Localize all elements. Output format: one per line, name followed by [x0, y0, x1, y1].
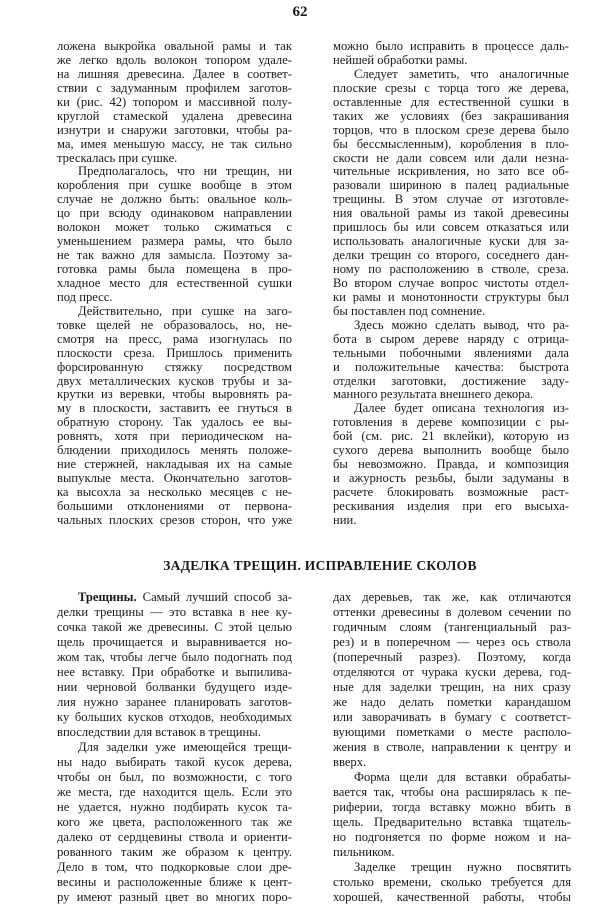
text-line: блюдении приходилось менять положе-	[57, 443, 292, 458]
text-line: плоские срезы с торца того же дерева,	[333, 80, 569, 95]
text-line: не так важно для замысла. Поэтому за-	[57, 248, 292, 263]
text-line: Далее будет описана технология из-	[354, 401, 569, 416]
text-line: пильником.	[333, 845, 395, 859]
text-line: далеко от сердцевины ствола и ориенти-	[57, 830, 292, 844]
section-heading: ЗАДЕЛКА ТРЕЩИН. ИСПРАВЛЕНИЕ СКОЛОВ	[163, 558, 477, 573]
text-line: годичным слоям (тангенциальный раз-	[333, 620, 571, 634]
text-line: рованного таким же образом к центру.	[57, 845, 292, 859]
text-line: коробления при сушке вообще в этом	[57, 178, 292, 193]
text-line: чительные искривления, но зато все об-	[333, 164, 569, 179]
text-line: столько времени, сколько требуется для	[333, 875, 571, 889]
text-line: нейшей обработки рамы.	[333, 52, 468, 67]
text-line: му в плоскости, заставить ее гнуться в	[57, 401, 292, 416]
text-line: хорошей, качественной работы, чтобы	[333, 890, 571, 904]
text-line: нее вставку. При обработке и выпилива-	[57, 665, 292, 679]
text-line: дах деревьев, так же, как отличаются	[333, 590, 571, 604]
text-line: щель. Предварительно вставка тщатель-	[333, 815, 571, 829]
text-line: Для заделки уже имеющейся трещи-	[78, 740, 292, 754]
text-line: оставленные для естественной сушки в	[333, 94, 569, 109]
text-line: бота в сыром дереве наряду с отрица-	[333, 331, 569, 346]
text-line: Форма щели для вставки обрабаты-	[354, 770, 571, 784]
text-line: уменьшением размера рамы, что было	[57, 234, 292, 249]
text-line: на лишняя древесина. Далее в соответ-	[57, 66, 292, 81]
text-run: Самый лучший способ за-	[136, 590, 292, 604]
paragraph	[333, 770, 571, 860]
text-line: бы бессмысленным), коробления в пло-	[333, 136, 569, 151]
text-line: нии.	[333, 512, 357, 527]
text-line	[57, 590, 292, 605]
text-line: ки рамы и монотонности структуры был	[333, 289, 569, 304]
text-line: Действительно, при сушке на заго-	[78, 303, 292, 318]
text-line: бы невозможно. Правда, и композиция	[333, 457, 569, 472]
text-line: ложена выкройка овальной рамы и так	[57, 39, 292, 53]
paragraph	[333, 402, 569, 527]
paragraph	[333, 590, 571, 770]
text-line: ствии с задуманным профилем заготов-	[57, 80, 292, 95]
text-line: большими отклонениями от первона-	[57, 498, 292, 513]
text-line: оттенки древесины в долевом сечении по	[333, 605, 571, 619]
text-line: и ажурность резьбы, были задуманы в	[333, 471, 569, 486]
text-line: трескалась при сушке.	[57, 150, 178, 165]
text-line: скости не дали совсем или дали незна-	[333, 150, 569, 165]
text-line: использовать аналогичные куски для за-	[333, 234, 569, 249]
text-line: Во втором случае вопрос чистоты отдел-	[333, 275, 569, 290]
page-number: 62	[292, 4, 308, 20]
text-line: цо при всюду одинаковом направлении	[57, 206, 292, 221]
text-line: но подгоняется по форме ножом и на-	[333, 830, 571, 844]
text-line: сухого дерева выполнить вообще было	[333, 443, 569, 458]
text-line: Заделке трещин нужно посвятить	[354, 860, 571, 874]
text-line: же легко вдоль волокон топором удале-	[57, 52, 292, 67]
text-line: Следует заметить, что аналогичные	[354, 66, 569, 81]
text-line: сочка такой же древесины. С этой целью	[57, 620, 292, 634]
text-line: жом так, чтобы легче было подогнать под	[57, 650, 292, 664]
text-line: круглой стамеской удалена древесина	[57, 108, 292, 123]
paragraph	[333, 860, 571, 905]
text-line: выпуклые места. Окончательно заготов-	[57, 471, 292, 486]
text-line: крутки из веревки, чтобы выровнять ра-	[57, 387, 292, 402]
text-line: рез) и в поперечном — через ось ствола	[333, 635, 571, 649]
text-line: чальных плоских срезов сторон, что уже	[57, 512, 292, 527]
text-line: вверх.	[333, 755, 367, 769]
text-line: разовали шириною в палец радиальные	[333, 178, 569, 193]
paragraph	[57, 740, 292, 905]
text-line: делки трещин со второго, соседнего дан-	[333, 248, 569, 263]
text-line: товке щелей не образовалось, но, не-	[57, 317, 292, 332]
text-line: торцов, что в плоском срезе дерева было	[333, 122, 569, 137]
text-line: форсированную стяжку посредством	[57, 359, 292, 374]
text-line: тельными побочными явлениями дала	[333, 345, 569, 360]
paragraph	[333, 319, 569, 403]
text-line: таких же условиях (без закрашивания	[333, 108, 569, 123]
text-line: можно было исправить в процессе даль-	[333, 39, 569, 53]
text-line: ру имеют разный цвет во многих поро-	[57, 890, 292, 904]
text-line: щель прочищается и выравнивается но-	[57, 635, 292, 649]
top-left-column	[57, 40, 292, 528]
text-line: смотря на пресс, рама изогнулась по	[57, 331, 292, 346]
paragraph	[57, 590, 292, 740]
text-line: готовления в дереве композиции с ры-	[333, 415, 569, 430]
text-line: ные для заделки трещин, на них сразу	[333, 680, 571, 694]
text-line: ному по расположению в стволе, среза.	[333, 262, 569, 276]
paragraph	[333, 40, 569, 68]
text-line: и положительные качества: быстрота	[333, 359, 569, 374]
text-line: Дело в том, что подкорковые слои дре-	[57, 860, 292, 874]
bottom-right-column	[333, 590, 571, 905]
text-line: расчете блокировать возможные раст-	[333, 485, 569, 499]
text-line: ки (рис. 42) топором и массивной полу-	[57, 94, 292, 109]
text-line: лия нужно заранее планировать заготов-	[57, 695, 292, 709]
text-line: ка высохла за несколько месяцев с не-	[57, 485, 292, 499]
text-line: риферии, тогда вставку можно вбить в	[333, 800, 571, 814]
text-line: плоскости среза. Пришлось применить	[57, 345, 292, 360]
text-line: весины и расположенные ближе к цент-	[57, 875, 292, 889]
text-line: чтобы он был, по возможности, с того	[57, 770, 292, 784]
text-line: Предполагалось, что ни трещин, ни	[78, 164, 292, 179]
text-line: трещины. В этом случае от изготовле-	[333, 192, 569, 207]
text-line: ния овальной рамы из такой древесины	[333, 206, 569, 221]
text-line: (поперечный разрез). Поэтому, когда	[333, 650, 571, 664]
text-line: бы поставлен под сомнение.	[333, 303, 486, 318]
text-line: же места, где находится щель. Если это	[57, 785, 292, 799]
run-in-heading: Трещины.	[78, 590, 137, 604]
text-line: или заворачивать в бумагу с соответст-	[333, 710, 571, 724]
top-right-column	[333, 40, 569, 528]
text-line: изнутри и снаружи заготовки, чтобы ра-	[57, 122, 292, 137]
text-line: бой (см. рис. 21 вклейки), которую из	[333, 429, 569, 444]
text-line: же надо делать пометки карандашом	[333, 695, 571, 709]
text-line: ку больших кусков отходов, необходимых	[57, 710, 292, 724]
bottom-left-column	[57, 590, 292, 905]
paragraph	[57, 40, 292, 165]
text-line: пришлось бы или совсем отказаться или	[333, 220, 569, 235]
text-line: двух металлических кусков трубы и за-	[57, 373, 292, 388]
text-line: впоследствии для вставок в трещины.	[57, 725, 261, 739]
text-line: жения в стволе, направлении к центру и	[333, 740, 571, 754]
text-line: волокон может только сжиматься с	[57, 220, 292, 235]
text-line: Здесь можно сделать вывод, что ра-	[354, 317, 569, 332]
text-line: нии черновой болванки будущего изде-	[57, 680, 292, 694]
text-line: под пресс.	[57, 289, 113, 304]
text-line: рескивания изделия при его высыха-	[333, 498, 569, 513]
text-line: вующими пометками о месте располо-	[333, 725, 571, 739]
text-line: не удается, нужно подбирать кусок та-	[57, 800, 292, 814]
text-line: делки трещины — это вставка в нее ку-	[57, 605, 292, 619]
text-line: случае не должно быть: овальное коль-	[57, 192, 292, 207]
text-line: ние стержней, накладывая их на самые	[57, 457, 292, 472]
text-line: хладное место для естественной сушки	[57, 275, 292, 290]
text-line: готовка рамы была помещена в про-	[57, 262, 292, 276]
text-line: обратную сторону. Так удалось ее вы-	[57, 415, 292, 430]
text-line: манного результата внешнего декора.	[333, 387, 534, 402]
text-line: отделяются от чурака куски дерева, год-	[333, 665, 571, 679]
text-line: вается так, чтобы она расширялась к пе-	[333, 785, 571, 799]
text-line: ны надо выбирать такой кусок дерева,	[57, 755, 292, 769]
paragraph	[333, 68, 569, 319]
text-line: ровнять, хотя при периодическом на-	[57, 429, 292, 444]
text-line: отделки заготовки, достижение заду-	[333, 373, 569, 388]
text-line: ма, имея меньшую массу, не так сильно	[57, 136, 292, 151]
text-line: кого же цвета, расположенного так же	[57, 815, 292, 829]
paragraph	[57, 165, 292, 304]
paragraph	[57, 305, 292, 528]
